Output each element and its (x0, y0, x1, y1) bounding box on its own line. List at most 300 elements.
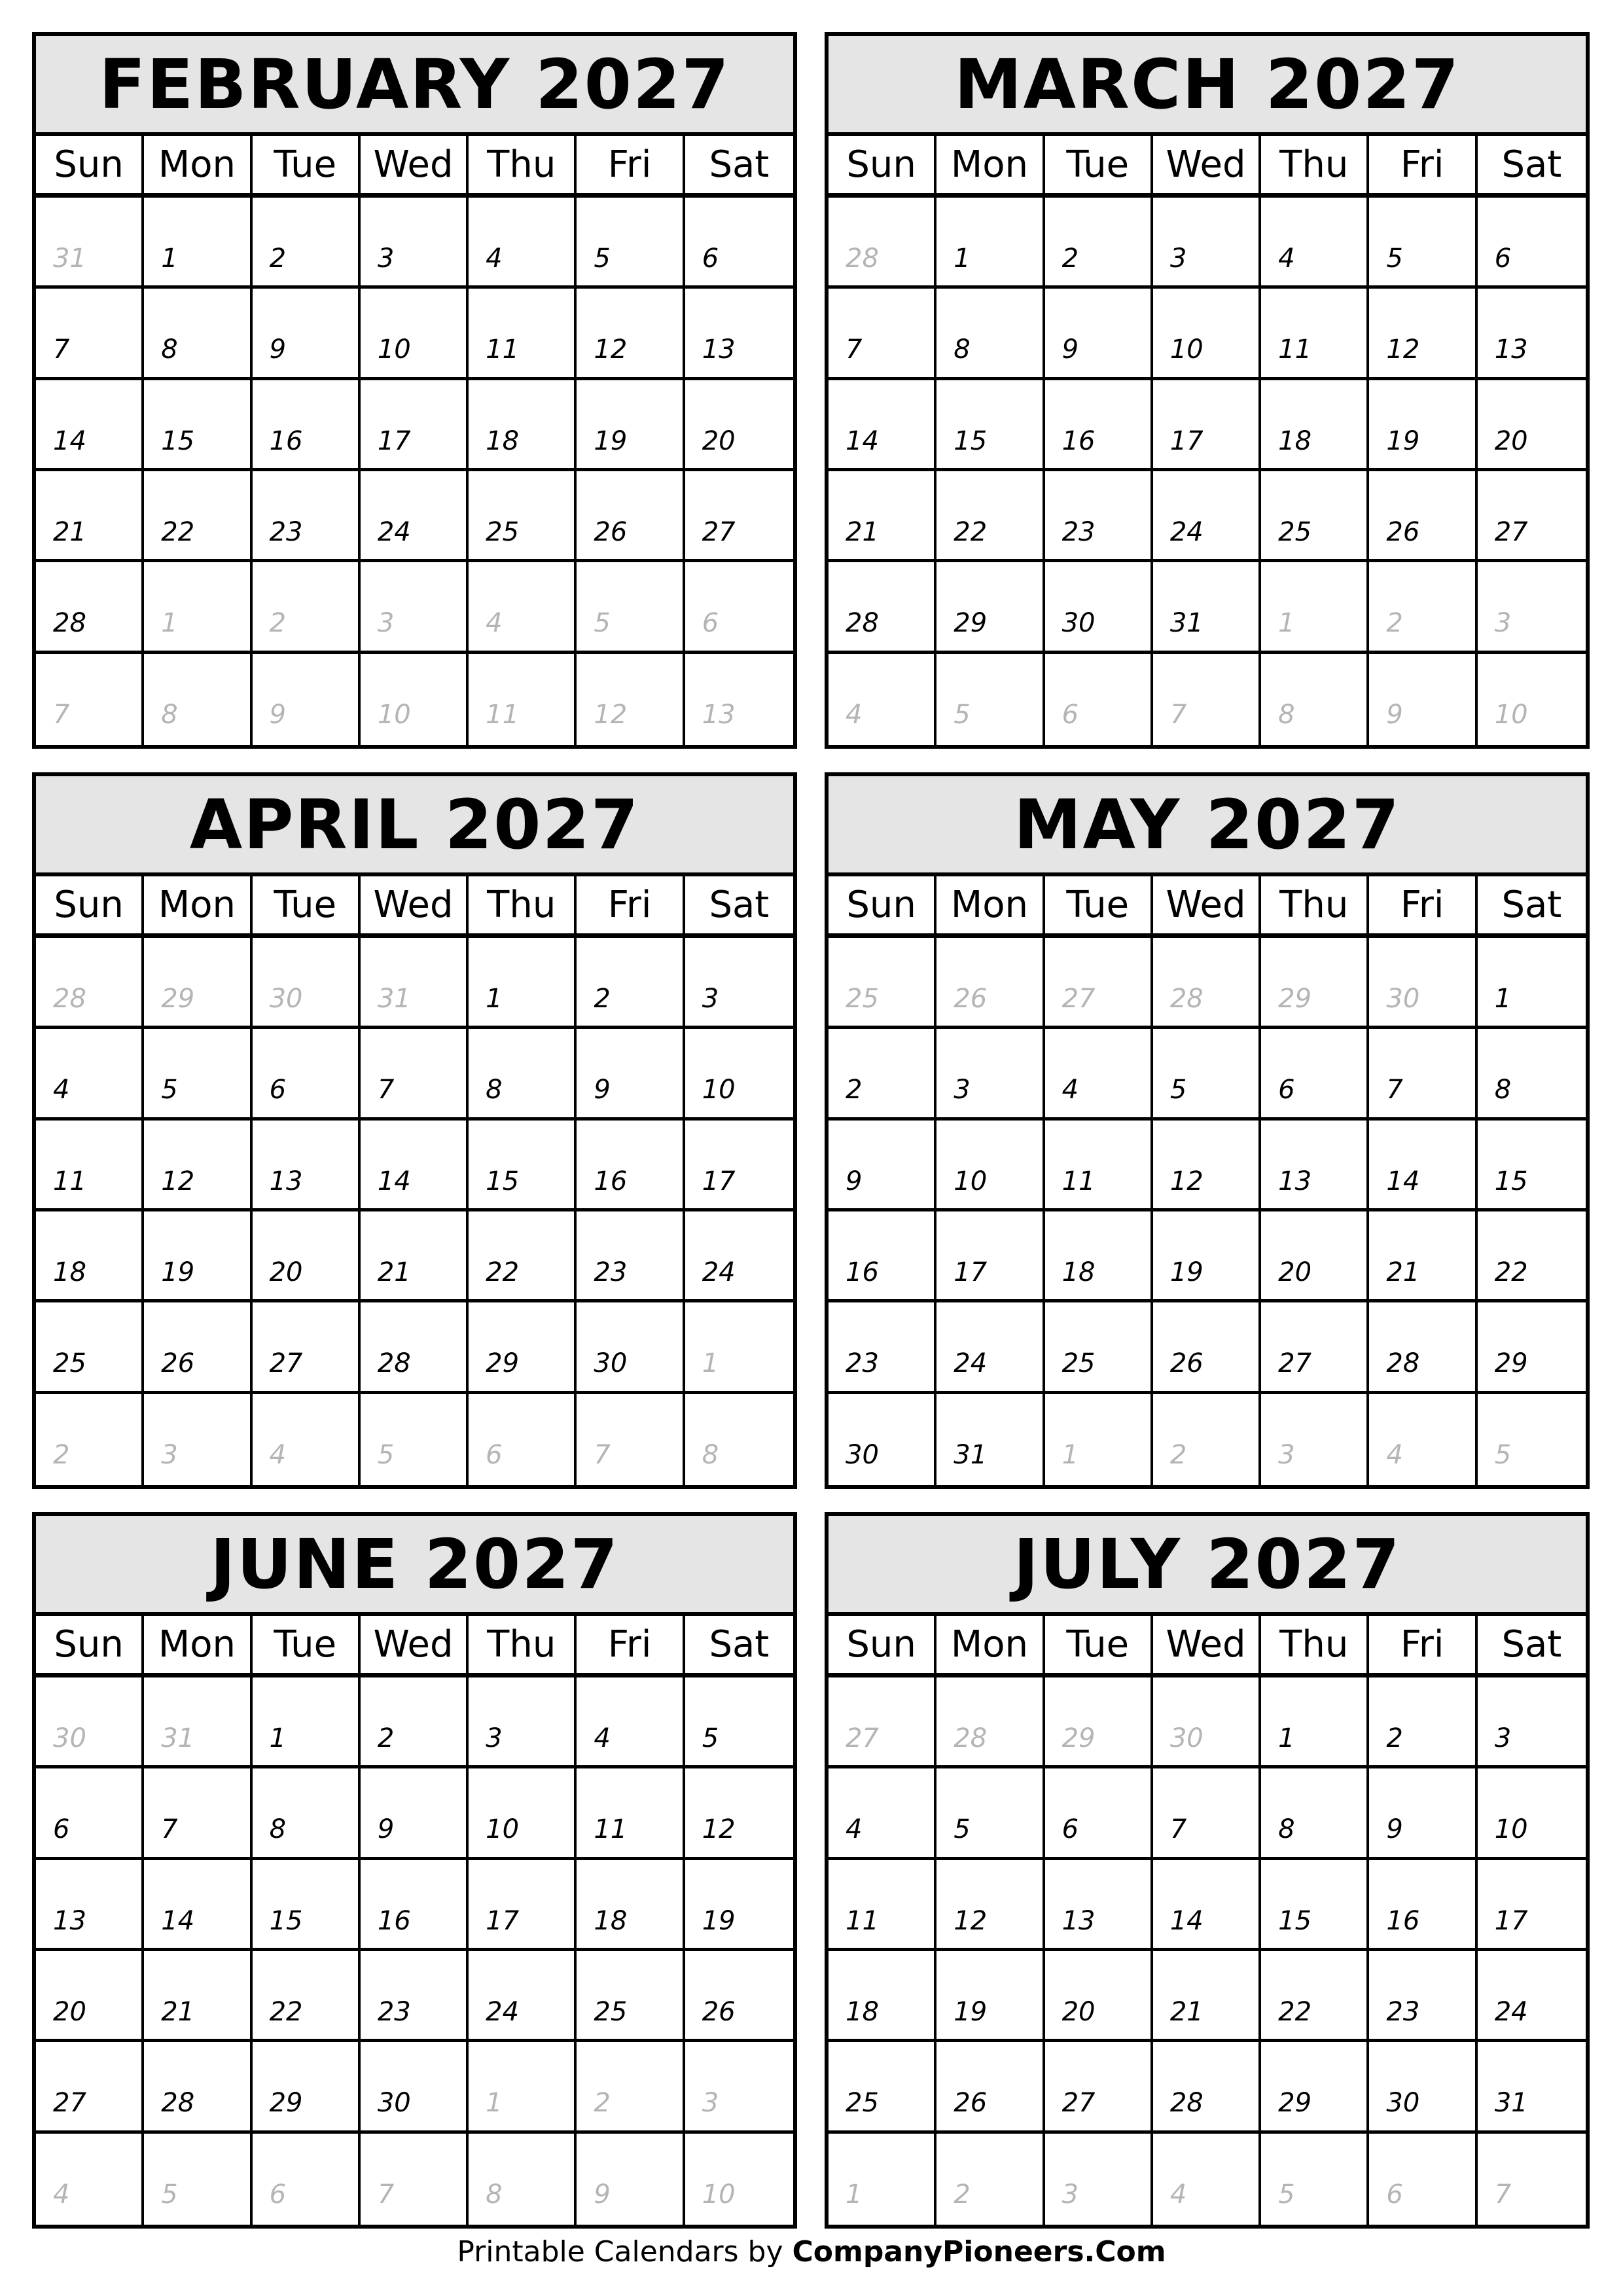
day-cell[interactable] (1261, 1860, 1369, 1951)
day-cell[interactable] (1261, 1768, 1369, 1859)
day-cell[interactable] (1261, 1394, 1369, 1485)
day-cell[interactable] (1153, 938, 1261, 1029)
day-cell[interactable] (144, 562, 252, 653)
day-cell[interactable] (1261, 1951, 1369, 2042)
day-cell[interactable] (1478, 654, 1586, 745)
day-cell[interactable] (1478, 1121, 1586, 1211)
day-cell[interactable] (253, 380, 361, 471)
day-cell[interactable] (685, 2042, 793, 2133)
day-cell[interactable] (577, 1951, 685, 2042)
day-cell[interactable] (1369, 562, 1477, 653)
day-cell[interactable] (144, 289, 252, 380)
day-cell[interactable] (1478, 1677, 1586, 1768)
day-cell[interactable] (36, 1394, 144, 1485)
day-cell[interactable] (361, 1768, 469, 1859)
day-cell[interactable] (1369, 1860, 1477, 1951)
day-number: 8 (269, 1814, 287, 1845)
day-number: 24 (702, 1257, 736, 1287)
day-cell[interactable] (829, 1677, 936, 1768)
day-cell[interactable] (1261, 1211, 1369, 1302)
day-cell[interactable] (936, 938, 1044, 1029)
day-cell[interactable] (1369, 1121, 1477, 1211)
day-number: 27 (1278, 1348, 1312, 1379)
day-cell[interactable] (685, 1121, 793, 1211)
day-cell[interactable] (829, 198, 936, 289)
day-cell[interactable] (253, 2042, 361, 2133)
weekday-header (36, 1616, 793, 1677)
day-cell[interactable] (1369, 1029, 1477, 1120)
day-cell[interactable] (1369, 1302, 1477, 1393)
day-number: 4 (53, 1075, 70, 1105)
day-cell[interactable] (1045, 1394, 1153, 1485)
day-cell[interactable] (936, 1394, 1044, 1485)
day-cell[interactable] (577, 1211, 685, 1302)
day-cell[interactable] (936, 562, 1044, 653)
day-cell[interactable] (469, 938, 577, 1029)
day-cell[interactable] (1369, 1951, 1477, 2042)
day-cell[interactable] (469, 1677, 577, 1768)
day-cell[interactable] (36, 654, 144, 745)
day-cell[interactable] (36, 1677, 144, 1768)
day-cell[interactable] (469, 1768, 577, 1859)
day-cell[interactable] (361, 1677, 469, 1768)
day-cell[interactable] (1478, 198, 1586, 289)
day-cell[interactable] (685, 562, 793, 653)
day-number: 13 (269, 1166, 303, 1196)
day-cell[interactable] (361, 1029, 469, 1120)
day-cell[interactable] (361, 289, 469, 380)
weekday-header (36, 136, 793, 198)
day-cell[interactable] (253, 198, 361, 289)
day-cell[interactable] (1369, 654, 1477, 745)
day-cell[interactable] (1153, 1121, 1261, 1211)
day-number: 14 (1386, 1166, 1420, 1196)
day-cell[interactable] (1478, 938, 1586, 1029)
day-number: 6 (269, 1075, 287, 1105)
day-number: 18 (846, 1996, 879, 2027)
day-cell[interactable] (685, 198, 793, 289)
day-cell[interactable] (1045, 380, 1153, 471)
day-cell[interactable] (1261, 938, 1369, 1029)
day-cell[interactable] (685, 471, 793, 562)
day-cell[interactable] (469, 562, 577, 653)
day-cell[interactable] (1369, 938, 1477, 1029)
day-cell[interactable] (1045, 938, 1153, 1029)
day-cell[interactable] (829, 380, 936, 471)
day-cell[interactable] (685, 1677, 793, 1768)
day-cell[interactable] (144, 1768, 252, 1859)
day-cell[interactable] (1261, 471, 1369, 562)
day-cell[interactable] (685, 1860, 793, 1951)
day-cell[interactable] (1153, 471, 1261, 562)
day-cell[interactable] (685, 380, 793, 471)
day-cell[interactable] (936, 2134, 1044, 2225)
day-cell[interactable] (1369, 2134, 1477, 2225)
day-cell[interactable] (1369, 2042, 1477, 2133)
day-cell[interactable] (469, 471, 577, 562)
day-cell[interactable] (1478, 1211, 1586, 1302)
day-cell[interactable] (577, 471, 685, 562)
day-cell[interactable] (253, 654, 361, 745)
adjacent-month-day-number: 28 (846, 243, 879, 274)
day-cell[interactable] (577, 198, 685, 289)
day-cell[interactable] (829, 2042, 936, 2133)
day-cell[interactable] (1478, 1951, 1586, 2042)
day-cell[interactable] (577, 1302, 685, 1393)
day-cell[interactable] (829, 1121, 936, 1211)
day-cell[interactable] (1153, 1211, 1261, 1302)
day-cell[interactable] (829, 654, 936, 745)
day-cell[interactable] (685, 1394, 793, 1485)
day-cell[interactable] (936, 471, 1044, 562)
day-number: 1 (269, 1723, 287, 1753)
day-cell[interactable] (1261, 2042, 1369, 2133)
day-cell[interactable] (1369, 471, 1477, 562)
day-cell[interactable] (685, 289, 793, 380)
day-cell[interactable] (144, 380, 252, 471)
day-cell[interactable] (36, 1302, 144, 1393)
day-cell[interactable] (1261, 1302, 1369, 1393)
day-cell[interactable] (253, 1211, 361, 1302)
day-cell[interactable] (1369, 1677, 1477, 1768)
day-cell[interactable] (1261, 1121, 1369, 1211)
day-cell[interactable] (144, 1677, 252, 1768)
day-cell[interactable] (36, 2134, 144, 2225)
day-cell[interactable] (936, 2042, 1044, 2133)
day-cell[interactable] (361, 198, 469, 289)
day-cell[interactable] (144, 2042, 252, 2133)
day-cell[interactable] (469, 198, 577, 289)
day-cell[interactable] (829, 1768, 936, 1859)
day-cell[interactable] (253, 471, 361, 562)
day-number: 23 (377, 1996, 411, 2027)
day-number: 22 (1278, 1996, 1312, 2027)
day-cell[interactable] (1153, 1677, 1261, 1768)
day-number: 16 (269, 425, 303, 456)
day-cell[interactable] (144, 471, 252, 562)
day-cell[interactable] (36, 1029, 144, 1120)
day-cell[interactable] (469, 1860, 577, 1951)
day-cell[interactable] (253, 2134, 361, 2225)
day-cell[interactable] (1261, 654, 1369, 745)
day-cell[interactable] (144, 1029, 252, 1120)
day-cell[interactable] (936, 1121, 1044, 1211)
day-number: 5 (161, 1075, 178, 1105)
day-cell[interactable] (1153, 289, 1261, 380)
day-number: 10 (702, 1075, 736, 1105)
day-cell[interactable] (144, 1394, 252, 1485)
adjacent-month-day-number: 29 (1061, 1723, 1096, 1753)
day-cell[interactable] (577, 2134, 685, 2225)
day-cell[interactable] (1261, 2134, 1369, 2225)
day-cell[interactable] (361, 1394, 469, 1485)
day-cell[interactable] (1261, 380, 1369, 471)
day-cell[interactable] (829, 1951, 936, 2042)
day-cell[interactable] (1478, 562, 1586, 653)
day-cell[interactable] (253, 1029, 361, 1120)
day-number: 27 (269, 1348, 303, 1379)
day-cell[interactable] (577, 654, 685, 745)
weekday-label: Sat (1501, 143, 1562, 186)
day-cell[interactable] (469, 1211, 577, 1302)
day-cell[interactable] (577, 380, 685, 471)
day-cell[interactable] (1153, 2134, 1261, 2225)
day-cell[interactable] (829, 938, 936, 1029)
day-cell[interactable] (144, 1302, 252, 1393)
day-cell[interactable] (1478, 1302, 1586, 1393)
day-cell[interactable] (253, 1951, 361, 2042)
day-cell[interactable] (936, 1302, 1044, 1393)
day-cell[interactable] (577, 562, 685, 653)
adjacent-month-day-number: 28 (53, 984, 86, 1014)
day-cell[interactable] (253, 289, 361, 380)
day-cell[interactable] (1045, 198, 1153, 289)
day-cell[interactable] (577, 2042, 685, 2133)
day-number: 27 (53, 2088, 86, 2119)
day-number: 1 (954, 243, 971, 274)
day-cell[interactable] (144, 1121, 252, 1211)
weekday-label: Mon (144, 1616, 252, 1673)
day-cell[interactable] (361, 1860, 469, 1951)
day-cell[interactable] (1261, 198, 1369, 289)
day-cell[interactable] (1045, 1211, 1153, 1302)
day-cell[interactable] (1369, 198, 1477, 289)
day-cell[interactable] (1045, 1860, 1153, 1951)
day-number: 20 (1278, 1257, 1312, 1287)
day-cell[interactable] (361, 1951, 469, 2042)
day-cell[interactable] (1045, 1768, 1153, 1859)
day-cell[interactable] (577, 1121, 685, 1211)
day-cell[interactable] (144, 1860, 252, 1951)
day-cell[interactable] (577, 1029, 685, 1120)
day-cell[interactable] (1153, 562, 1261, 653)
day-cell[interactable] (253, 1121, 361, 1211)
day-cell[interactable] (36, 1211, 144, 1302)
day-number: 30 (594, 1348, 628, 1379)
day-cell[interactable] (1153, 1860, 1261, 1951)
day-cell[interactable] (1478, 1768, 1586, 1859)
day-cell[interactable] (144, 938, 252, 1029)
day-cell[interactable] (829, 289, 936, 380)
day-cell[interactable] (36, 562, 144, 653)
adjacent-month-day-number: 4 (269, 1439, 287, 1470)
day-cell[interactable] (361, 938, 469, 1029)
day-cell[interactable] (253, 1302, 361, 1393)
day-cell[interactable] (1261, 1677, 1369, 1768)
day-cell[interactable] (829, 471, 936, 562)
weekday-label: Tue (253, 1616, 361, 1673)
day-cell[interactable] (829, 562, 936, 653)
day-cell[interactable] (144, 1951, 252, 2042)
day-cell[interactable] (1153, 1394, 1261, 1485)
day-number: 11 (486, 334, 520, 365)
day-cell[interactable] (936, 380, 1044, 471)
day-cell[interactable] (253, 1677, 361, 1768)
day-cell[interactable] (1045, 1121, 1153, 1211)
day-cell[interactable] (253, 938, 361, 1029)
day-cell[interactable] (1045, 1029, 1153, 1120)
day-cell[interactable] (361, 1302, 469, 1393)
day-cell[interactable] (829, 1211, 936, 1302)
day-cell[interactable] (469, 1394, 577, 1485)
day-cell[interactable] (253, 1860, 361, 1951)
day-cell[interactable] (1045, 562, 1153, 653)
day-cell[interactable] (1045, 289, 1153, 380)
day-cell[interactable] (144, 2134, 252, 2225)
day-cell[interactable] (36, 1121, 144, 1211)
weekday-label: Sat (709, 143, 770, 186)
day-cell[interactable] (1153, 198, 1261, 289)
day-cell[interactable] (936, 1211, 1044, 1302)
day-cell[interactable] (829, 1302, 936, 1393)
day-cell[interactable] (361, 562, 469, 653)
day-cell[interactable] (144, 1211, 252, 1302)
day-cell[interactable] (685, 2134, 793, 2225)
day-number: 17 (954, 1257, 988, 1287)
day-cell[interactable] (361, 654, 469, 745)
day-cell[interactable] (1153, 654, 1261, 745)
day-cell[interactable] (685, 1302, 793, 1393)
day-cell[interactable] (685, 1768, 793, 1859)
weekday-header (829, 136, 1586, 198)
day-cell[interactable] (685, 1211, 793, 1302)
day-number: 11 (594, 1814, 628, 1845)
day-cell[interactable] (469, 1121, 577, 1211)
day-cell[interactable] (1478, 380, 1586, 471)
day-cell[interactable] (1045, 1677, 1153, 1768)
day-number: 9 (1061, 334, 1079, 365)
day-cell[interactable] (1045, 2134, 1153, 2225)
day-number: 15 (1278, 1905, 1312, 1936)
day-cell[interactable] (829, 2134, 936, 2225)
day-cell[interactable] (361, 471, 469, 562)
day-cell[interactable] (36, 938, 144, 1029)
day-cell[interactable] (1478, 1860, 1586, 1951)
day-cell[interactable] (1478, 289, 1586, 380)
day-cell[interactable] (1153, 1951, 1261, 2042)
day-cell[interactable] (469, 289, 577, 380)
day-cell[interactable] (685, 938, 793, 1029)
day-cell[interactable] (1045, 2042, 1153, 2133)
day-cell[interactable] (36, 380, 144, 471)
adjacent-month-day-number: 3 (1061, 2179, 1079, 2210)
day-number: 13 (702, 334, 736, 365)
day-cell[interactable] (361, 380, 469, 471)
day-cell[interactable] (1153, 1302, 1261, 1393)
day-cell[interactable] (36, 1768, 144, 1859)
day-cell[interactable] (577, 1768, 685, 1859)
day-cell[interactable] (936, 1677, 1044, 1768)
day-cell[interactable] (577, 938, 685, 1029)
day-cell[interactable] (361, 2134, 469, 2225)
weekday-label: Wed (1153, 136, 1261, 193)
day-cell[interactable] (36, 198, 144, 289)
day-cell[interactable] (361, 1121, 469, 1211)
day-cell[interactable] (36, 289, 144, 380)
day-cell[interactable] (469, 380, 577, 471)
day-number: 1 (1278, 1723, 1295, 1753)
day-cell[interactable] (829, 1029, 936, 1120)
day-cell[interactable] (1369, 1768, 1477, 1859)
day-number: 16 (377, 1905, 411, 1936)
day-cell[interactable] (577, 1677, 685, 1768)
day-cell[interactable] (36, 471, 144, 562)
day-cell[interactable] (685, 654, 793, 745)
weekday-label: Mon (936, 876, 1044, 933)
day-cell[interactable] (1369, 1211, 1477, 1302)
day-cell[interactable] (144, 654, 252, 745)
day-cell[interactable] (1478, 471, 1586, 562)
day-number: 29 (486, 1348, 520, 1379)
day-cell[interactable] (1478, 2134, 1586, 2225)
day-cell[interactable] (936, 1768, 1044, 1859)
day-cell[interactable] (469, 1029, 577, 1120)
day-cell[interactable] (1045, 654, 1153, 745)
day-cell[interactable] (1045, 1302, 1153, 1393)
day-cell[interactable] (1261, 1029, 1369, 1120)
day-cell[interactable] (361, 1211, 469, 1302)
day-cell[interactable] (469, 1302, 577, 1393)
day-cell[interactable] (361, 2042, 469, 2133)
day-cell[interactable] (1478, 1394, 1586, 1485)
day-cell[interactable] (469, 1951, 577, 2042)
day-cell[interactable] (253, 562, 361, 653)
day-cell[interactable] (1153, 2042, 1261, 2133)
day-cell[interactable] (1045, 1951, 1153, 2042)
day-number: 9 (846, 1166, 863, 1196)
day-cell[interactable] (936, 1860, 1044, 1951)
day-cell[interactable] (36, 1860, 144, 1951)
day-cell[interactable] (469, 2042, 577, 2133)
day-cell[interactable] (577, 1860, 685, 1951)
day-cell[interactable] (829, 1860, 936, 1951)
day-cell[interactable] (936, 289, 1044, 380)
day-cell[interactable] (685, 1029, 793, 1120)
day-cell[interactable] (685, 1951, 793, 2042)
day-cell[interactable] (469, 2134, 577, 2225)
day-cell[interactable] (1478, 2042, 1586, 2133)
day-cell[interactable] (577, 289, 685, 380)
day-cell[interactable] (1261, 289, 1369, 380)
day-cell[interactable] (1369, 380, 1477, 471)
day-cell[interactable] (936, 654, 1044, 745)
day-cell[interactable] (253, 1394, 361, 1485)
day-cell[interactable] (936, 1029, 1044, 1120)
day-number: 6 (1278, 1075, 1295, 1105)
day-cell[interactable] (829, 1394, 936, 1485)
day-cell[interactable] (36, 1951, 144, 2042)
day-cell[interactable] (1153, 1768, 1261, 1859)
day-cell[interactable] (1478, 1029, 1586, 1120)
day-cell[interactable] (936, 198, 1044, 289)
day-cell[interactable] (1153, 380, 1261, 471)
day-cell[interactable] (1153, 1029, 1261, 1120)
day-cell[interactable] (36, 2042, 144, 2133)
day-cell[interactable] (1369, 289, 1477, 380)
day-cell[interactable] (1045, 471, 1153, 562)
day-cell[interactable] (936, 1951, 1044, 2042)
day-cell[interactable] (144, 198, 252, 289)
weekday-label: Thu (1261, 876, 1369, 933)
month-title: JUNE 2027 (36, 1516, 793, 1616)
day-cell[interactable] (1261, 562, 1369, 653)
day-cell[interactable] (1369, 1394, 1477, 1485)
day-cell[interactable] (469, 654, 577, 745)
day-cell[interactable] (253, 1768, 361, 1859)
day-cell[interactable] (577, 1394, 685, 1485)
day-number: 27 (702, 516, 736, 547)
day-number: 14 (53, 425, 86, 456)
